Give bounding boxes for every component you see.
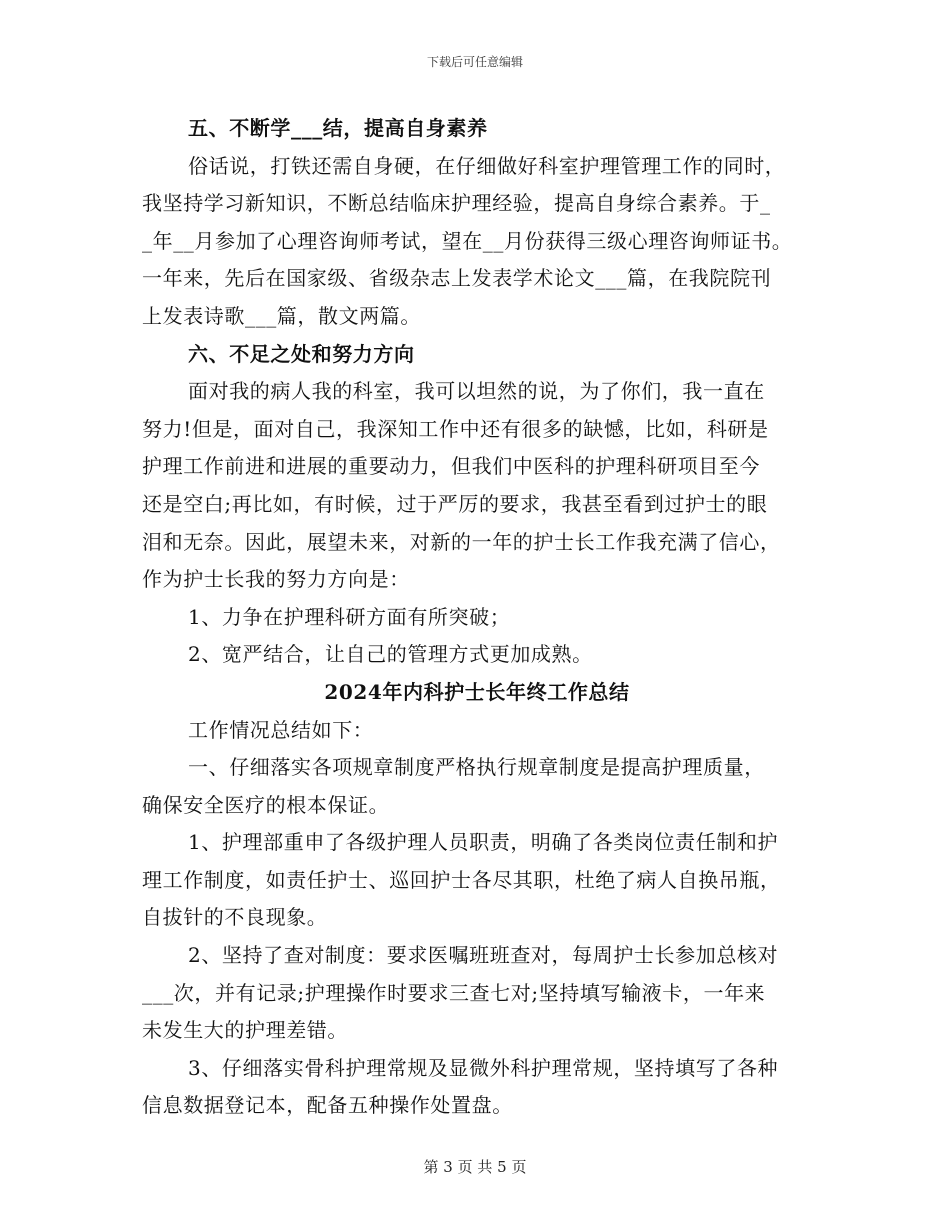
paragraph-line: 还是空白;再比如，有时候，过于严厉的要求，我甚至看到过护士的眼 xyxy=(142,491,768,516)
list-item: 1、力争在护理科研方面有所突破； xyxy=(188,604,511,629)
document-title: 2024年内科护士长年终工作总结 xyxy=(324,679,630,704)
page-header-note: 下载后可任意编辑 xyxy=(426,55,523,69)
paragraph-line: 我坚持学习新知识，不断总结临床护理经验，提高自身综合素养。于_ xyxy=(142,191,771,216)
list-item: 3、仔细落实骨科护理常规及显微外科护理常规，坚持填写了各种 xyxy=(188,1055,779,1080)
page-number-footer: 第 3 页 共 5 页 xyxy=(423,1158,527,1176)
section-heading-5: 五、不断学___结，提高自身素养 xyxy=(188,116,488,140)
paragraph-line: 护理工作前进和进展的重要动力，但我们中医科的护理科研项目至今 xyxy=(142,454,760,479)
paragraph-line: 作为护士长我的努力方向是： xyxy=(142,567,410,592)
list-item: 2、宽严结合，让自己的管理方式更加成熟。 xyxy=(188,642,593,667)
paragraph-line: 俗话说，打铁还需自身硬，在仔细做好科室护理管理工作的同时， xyxy=(188,153,786,178)
document-body xyxy=(142,110,812,1125)
paragraph-line: _年__月参加了心理咨询师考试，望在__月份获得三级心理咨询师证书。 xyxy=(142,228,793,253)
paragraph-line: 努力!但是，面对自己，我深知工作中还有很多的缺憾，比如，科研是 xyxy=(142,416,769,441)
paragraph-line: 确保安全医疗的根本保证。 xyxy=(142,792,390,817)
section-heading-6: 六、不足之处和努力方向 xyxy=(188,341,415,366)
paragraph-line: 面对我的病人我的科室，我可以坦然的说，为了你们，我一直在 xyxy=(188,379,765,404)
paragraph-line: ___次，并有记录;护理操作时要求三查七对;坚持填写输液卡，一年来 xyxy=(142,980,766,1005)
paragraph-line: 信息数据登记本，配备五种操作处置盘。 xyxy=(142,1093,513,1118)
paragraph-line: 一、仔细落实各项规章制度严格执行规章制度是提高护理质量， xyxy=(188,755,765,780)
paragraph-line: 上发表诗歌___篇，散文两篇。 xyxy=(142,303,421,328)
list-item: 1、护理部重申了各级护理人员职责，明确了各类岗位责任制和护 xyxy=(188,830,779,855)
list-item: 2、坚持了查对制度：要求医嘱班班查对，每周护士长参加总核对 xyxy=(188,943,779,968)
paragraph-line: 自拔针的不良现象。 xyxy=(142,905,328,930)
paragraph-line: 理工作制度，如责任护士、巡回护士各尽其职，杜绝了病人自换吊瓶， xyxy=(142,867,781,892)
paragraph-line: 未发生大的护理差错。 xyxy=(142,1018,348,1043)
paragraph-line: 一年来，先后在国家级、省级杂志上发表学术论文___篇，在我院院刊 xyxy=(142,266,772,291)
paragraph-line: 泪和无奈。因此，展望未来，对新的一年的护士长工作我充满了信心， xyxy=(142,529,781,554)
paragraph-line: 工作情况总结如下： xyxy=(188,717,374,742)
